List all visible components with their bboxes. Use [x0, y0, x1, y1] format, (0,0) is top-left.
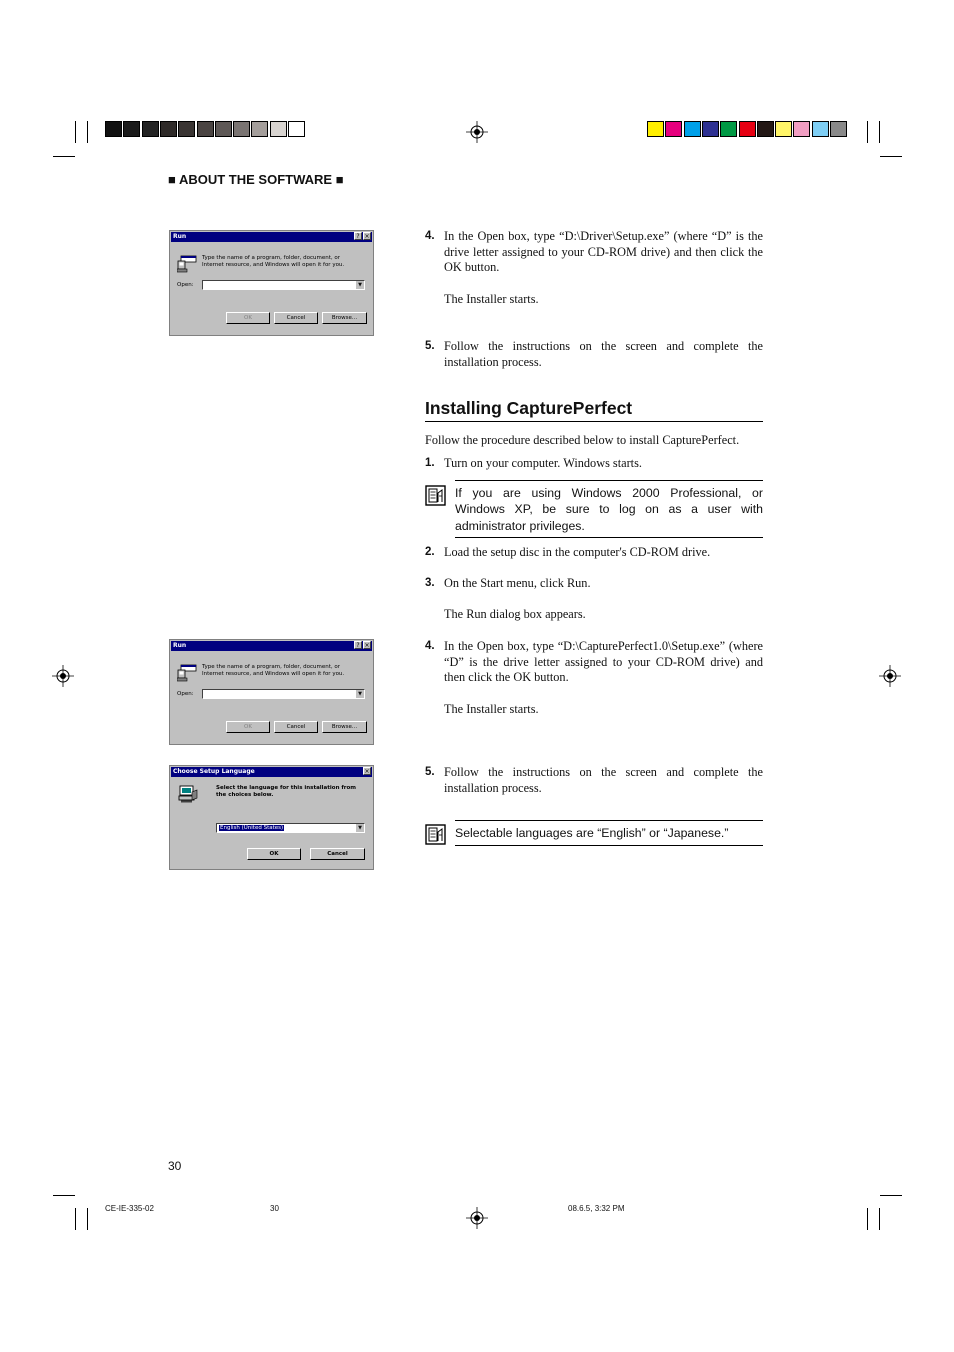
step-text: Follow the instructions on the screen and complete the installation process.	[444, 339, 763, 369]
color-swatch	[215, 121, 232, 137]
run-program-icon	[177, 255, 197, 273]
step-driver-4	[425, 229, 763, 276]
step-number: 4.	[425, 230, 435, 242]
step-text: Turn on your computer. Windows starts.	[444, 456, 642, 470]
dialog-title-bar	[171, 641, 372, 651]
chevron-down-icon[interactable]: ▼	[356, 690, 364, 698]
section-header: ■ ABOUT THE SOFTWARE ■	[168, 172, 344, 187]
step-cp-1	[425, 456, 763, 472]
color-swatch	[793, 121, 810, 137]
step-text: In the Open box, type “D:\Driver\Setup.exe” (where “D” is the drive letter assigned to your CD-ROM drive) and then click the OK button.	[444, 229, 763, 275]
dialog-title-bar	[171, 767, 372, 777]
cancel-button[interactable]: Cancel	[274, 721, 318, 733]
dialog-description: Type the name of a program, folder, document, or Internet resource, and Windows will open it for you.	[202, 664, 345, 677]
step-cp-4	[425, 639, 763, 686]
selected-language: English (United States)	[220, 825, 284, 831]
color-swatch	[123, 121, 140, 137]
color-swatch	[830, 121, 847, 137]
choose-setup-language-dialog-screenshot	[169, 765, 374, 870]
help-button[interactable]: ?	[354, 232, 362, 240]
dialog-description: Type the name of a program, folder, document, or Internet resource, and Windows will open it for you.	[202, 255, 345, 268]
run-dialog-screenshot	[169, 230, 374, 336]
help-button[interactable]: ?	[354, 641, 362, 649]
color-swatch	[775, 121, 792, 137]
run-program-icon	[177, 664, 197, 682]
color-swatch	[684, 121, 701, 137]
open-combobox[interactable]	[202, 689, 365, 699]
color-swatch	[105, 121, 122, 137]
step-number: 5.	[425, 766, 435, 778]
color-swatch	[160, 121, 177, 137]
dialog-title: Run	[173, 233, 187, 240]
color-swatch	[288, 121, 305, 137]
color-swatch	[665, 121, 682, 137]
step-text: On the Start menu, click Run.	[444, 576, 591, 590]
color-swatch	[251, 121, 268, 137]
note-text: If you are using Windows 2000 Professional, or Windows XP, be sure to log on as a user with administrator privileges.	[455, 486, 763, 533]
color-swatch	[647, 121, 664, 137]
browse-button[interactable]: Browse...	[322, 721, 367, 733]
step-text: In the Open box, type “D:\CapturePerfect1.0\Setup.exe” (where “D” is the drive letter assigned to your CD-ROM drive) and then click the OK button.	[444, 639, 763, 685]
document-code: CE-IE-335-02	[105, 1204, 154, 1213]
color-swatch	[142, 121, 159, 137]
step-cp-2	[425, 545, 763, 561]
color-swatch	[739, 121, 756, 137]
registration-mark-icon	[466, 121, 488, 143]
step-number: 5.	[425, 340, 435, 352]
registration-mark-icon	[879, 665, 901, 687]
note-languages	[425, 820, 763, 846]
cancel-button[interactable]: Cancel	[310, 848, 365, 860]
step-number: 4.	[425, 640, 435, 652]
slug-page-ref: 30	[270, 1204, 279, 1213]
ok-button[interactable]: OK	[247, 848, 301, 860]
print-timestamp: 08.6.5, 3:32 PM	[568, 1204, 625, 1213]
section-title: Installing CapturePerfect	[425, 398, 763, 422]
step-text: Follow the instructions on the screen and complete the installation process.	[444, 765, 763, 795]
note-memo-icon	[425, 824, 446, 845]
dialog-title: Choose Setup Language	[173, 768, 255, 775]
color-swatch	[757, 121, 774, 137]
installer-starts-text: The Installer starts.	[444, 702, 539, 716]
open-label: Open:	[177, 282, 194, 288]
step-driver-5	[425, 339, 763, 370]
step-number: 1.	[425, 457, 435, 469]
registration-mark-icon	[466, 1207, 488, 1229]
color-swatch	[702, 121, 719, 137]
run-dialog-screenshot	[169, 639, 374, 745]
close-button[interactable]: ×	[364, 642, 370, 649]
step-cp-3	[425, 576, 763, 592]
step-number: 2.	[425, 546, 435, 558]
dialog-title: Run	[173, 642, 187, 649]
browse-button[interactable]: Browse...	[322, 312, 367, 324]
open-combobox[interactable]	[202, 280, 365, 290]
registration-mark-icon	[52, 665, 74, 687]
color-swatch	[720, 121, 737, 137]
chevron-down-icon[interactable]: ▼	[356, 824, 364, 832]
step-text: Load the setup disc in the computer's CD-ROM drive.	[444, 545, 711, 559]
note-memo-icon	[425, 485, 446, 506]
close-button[interactable]: ×	[364, 768, 370, 775]
step-number: 3.	[425, 577, 435, 589]
run-dialog-appears-text: The Run dialog box appears.	[444, 607, 586, 621]
color-swatch	[270, 121, 287, 137]
section-intro: Follow the procedure described below to install CapturePerfect.	[425, 433, 740, 447]
note-text: Selectable languages are “English” or “Japanese.”	[455, 826, 729, 840]
chevron-down-icon[interactable]: ▼	[356, 281, 364, 289]
color-swatch	[233, 121, 250, 137]
language-select[interactable]	[216, 823, 365, 833]
cancel-button[interactable]: Cancel	[274, 312, 318, 324]
note-admin-privileges	[425, 480, 763, 538]
color-swatch	[812, 121, 829, 137]
dialog-title-bar	[171, 232, 372, 242]
ok-button[interactable]: OK	[226, 721, 270, 733]
setup-computer-icon	[178, 784, 198, 804]
color-swatch	[197, 121, 214, 137]
dialog-description: Select the language for this installation from the choices below.	[216, 785, 357, 798]
page-number: 30	[168, 1159, 182, 1173]
open-label: Open:	[177, 691, 194, 697]
color-swatch	[178, 121, 195, 137]
installer-starts-text: The Installer starts.	[444, 292, 539, 306]
step-cp-5	[425, 765, 763, 796]
close-button[interactable]: ×	[364, 233, 370, 240]
ok-button[interactable]: OK	[226, 312, 270, 324]
